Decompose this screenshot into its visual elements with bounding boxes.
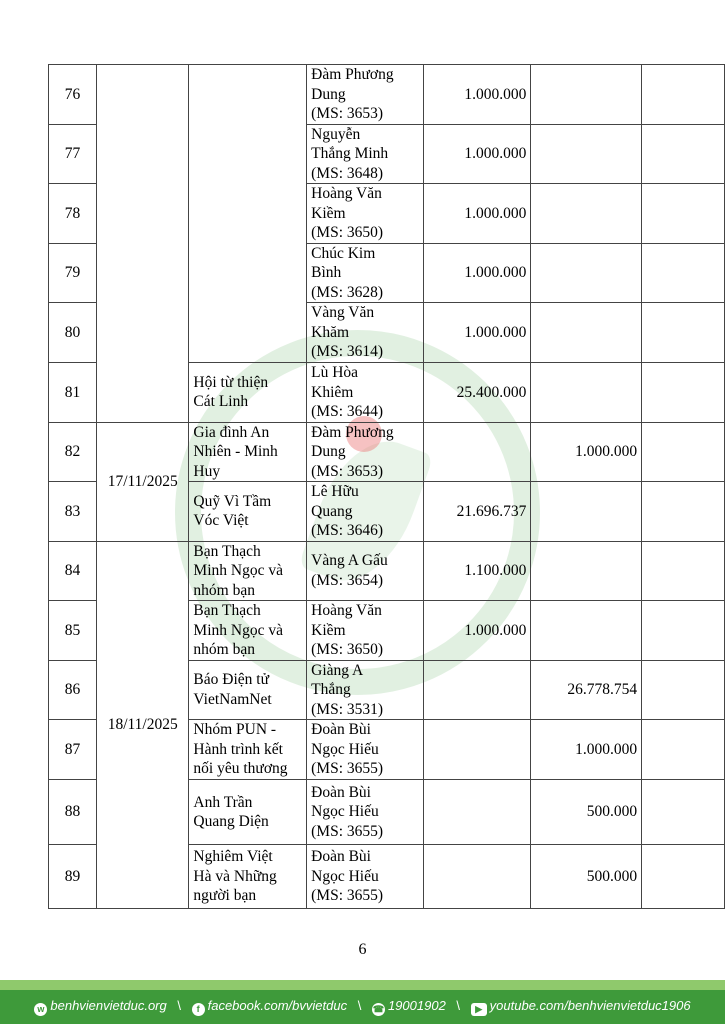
- text-line: Anh Trần: [193, 793, 253, 811]
- note-cell: [642, 601, 725, 661]
- recipient-cell: [307, 422, 424, 482]
- text-line: (MS: 3650): [311, 224, 384, 241]
- text-line: Hoàng Văn: [311, 185, 382, 202]
- note-cell: [642, 780, 725, 845]
- row-number: 83: [49, 482, 97, 542]
- amount-received-cell: 1.100.000: [423, 541, 531, 601]
- amount-disbursed-cell: [531, 303, 642, 363]
- donor-cell: [189, 363, 307, 423]
- text-line: Giàng A: [311, 661, 364, 679]
- separator: \: [456, 998, 461, 1013]
- text-line: Gia đình An: [193, 423, 270, 441]
- row-number: 88: [49, 780, 97, 845]
- recipient-cell: [307, 243, 424, 303]
- row-number: 86: [49, 660, 97, 720]
- row-number: 77: [49, 124, 97, 184]
- text-line: (MS: 3655): [311, 887, 384, 905]
- amount-received-cell: 1.000.000: [423, 65, 531, 125]
- note-cell: [642, 363, 725, 423]
- recipient-cell: [307, 124, 424, 184]
- text-line: Hành trình kết: [193, 740, 283, 758]
- row-number: 81: [49, 363, 97, 423]
- amount-disbursed-cell: [531, 124, 642, 184]
- text-line: (MS: 3655): [311, 822, 384, 840]
- table-row: [49, 65, 725, 125]
- donor-cell: [189, 541, 307, 601]
- amount-received-cell: 1.000.000: [423, 243, 531, 303]
- amount-received-cell: 1.000.000: [423, 303, 531, 363]
- text-line: Minh Ngọc và: [193, 562, 283, 579]
- text-line: Hoàng Văn: [311, 602, 382, 619]
- amount-received-cell: [423, 422, 531, 482]
- donor-cell: [189, 780, 307, 845]
- row-number: 84: [49, 541, 97, 601]
- note-cell: [642, 845, 725, 909]
- text-line: Nhóm PUN -: [193, 721, 277, 739]
- recipient-cell: [307, 601, 424, 661]
- text-line: Đoàn Bùi: [311, 783, 371, 801]
- note-cell: [642, 124, 725, 184]
- separator: \: [177, 998, 181, 1013]
- text-line: nối yêu thương: [193, 760, 288, 778]
- phone-icon: ☎: [372, 1004, 385, 1014]
- text-line: Quang Diện: [193, 813, 269, 830]
- youtube-link[interactable]: youtube.com/benhvienvietduc1906: [489, 998, 691, 1013]
- note-cell: [642, 303, 725, 363]
- text-line: (MS: 3653): [311, 462, 384, 480]
- text-line: (MS: 3628): [311, 283, 384, 301]
- facebook-icon: f: [192, 1003, 205, 1016]
- recipient-cell: [307, 363, 424, 423]
- text-line: Ngọc Hiếu: [311, 803, 379, 821]
- text-line: Đàm Phương: [311, 423, 394, 441]
- recipient-cell: [307, 660, 424, 720]
- note-cell: [642, 184, 725, 244]
- text-line: Đàm Phương: [311, 66, 394, 83]
- donation-ledger-table: [48, 64, 725, 909]
- amount-disbursed-cell: [531, 601, 642, 661]
- date-cell: 18/11/2025: [97, 541, 189, 909]
- text-line: Bình: [311, 264, 342, 281]
- text-line: Vàng A Gấu: [311, 552, 388, 570]
- donor-cell: [189, 720, 307, 780]
- text-line: Hà và Những: [193, 867, 277, 885]
- website-link[interactable]: benhvienvietduc.org: [50, 998, 167, 1013]
- separator: \: [357, 998, 362, 1013]
- text-line: Lê Hữu: [311, 483, 359, 500]
- footer-bar: [0, 980, 725, 1024]
- text-line: Minh Ngọc và: [193, 621, 283, 639]
- text-line: Khiêm: [311, 383, 354, 401]
- text-line: nhóm bạn: [193, 641, 255, 658]
- text-line: (MS: 3644): [311, 403, 384, 420]
- text-line: Dung: [311, 443, 346, 460]
- recipient-cell: [307, 720, 424, 780]
- note-cell: [642, 65, 725, 125]
- amount-received-cell: [423, 845, 531, 909]
- note-cell: [642, 482, 725, 542]
- row-number: 78: [49, 184, 97, 244]
- amount-disbursed-cell: 500.000: [531, 845, 642, 909]
- recipient-cell: [307, 482, 424, 542]
- amount-received-cell: 1.000.000: [423, 124, 531, 184]
- amount-received-cell: 25.400.000: [423, 363, 531, 423]
- text-line: Báo Điện tử: [193, 671, 269, 689]
- amount-disbursed-cell: 1.000.000: [531, 422, 642, 482]
- text-line: Kiềm: [311, 204, 346, 222]
- text-line: Thắng: [311, 681, 351, 698]
- page-number: 6: [358, 941, 367, 958]
- amount-disbursed-cell: [531, 482, 642, 542]
- footer-links: [0, 998, 725, 1016]
- text-line: Thắng Minh: [311, 145, 389, 162]
- amount-received-cell: [423, 660, 531, 720]
- donor-cell: [189, 422, 307, 482]
- text-line: (MS: 3614): [311, 343, 384, 361]
- amount-received-cell: 21.696.737: [423, 482, 531, 542]
- row-number: 85: [49, 601, 97, 661]
- text-line: VietNamNet: [193, 690, 272, 708]
- text-line: nhóm bạn: [193, 581, 255, 599]
- text-line: (MS: 3646): [311, 522, 384, 539]
- date-cell: 17/11/2025: [97, 422, 189, 541]
- note-cell: [642, 660, 725, 720]
- amount-disbursed-cell: [531, 184, 642, 244]
- amount-received-cell: 1.000.000: [423, 184, 531, 244]
- note-cell: [642, 243, 725, 303]
- text-line: Nguyễn: [311, 125, 361, 143]
- text-line: Ngọc Hiếu: [311, 867, 379, 885]
- text-line: Quang: [311, 502, 353, 520]
- donor-cell: [189, 482, 307, 542]
- text-line: Huy: [193, 462, 221, 480]
- text-line: Bạn Thạch: [193, 602, 261, 619]
- amount-disbursed-cell: 500.000: [531, 780, 642, 845]
- row-number: 79: [49, 243, 97, 303]
- text-line: Bạn Thạch: [193, 542, 261, 560]
- note-cell: [642, 422, 725, 482]
- recipient-cell: [307, 303, 424, 363]
- globe-icon: w: [34, 1003, 47, 1016]
- recipient-cell: [307, 65, 424, 125]
- text-line: Dung: [311, 85, 346, 103]
- donor-cell-empty: [189, 65, 307, 363]
- recipient-cell: [307, 184, 424, 244]
- donor-cell: [189, 660, 307, 720]
- text-line: (MS: 3654): [311, 571, 384, 589]
- text-line: Kiềm: [311, 621, 346, 639]
- amount-disbursed-cell: [531, 363, 642, 423]
- amount-disbursed-cell: [531, 65, 642, 125]
- hotline-link[interactable]: 19001902: [387, 998, 446, 1013]
- row-number: 82: [49, 422, 97, 482]
- date-cell-empty: [97, 65, 189, 423]
- note-cell: [642, 720, 725, 780]
- amount-disbursed-cell: [531, 243, 642, 303]
- table-row: [49, 541, 725, 601]
- text-line: Chúc Kim: [311, 244, 376, 262]
- donor-cell: [189, 845, 307, 909]
- recipient-cell: [307, 780, 424, 845]
- amount-received-cell: 1.000.000: [423, 601, 531, 661]
- table-row: [49, 422, 725, 482]
- amount-received-cell: [423, 780, 531, 845]
- row-number: 80: [49, 303, 97, 363]
- row-number: 87: [49, 720, 97, 780]
- amount-disbursed-cell: 26.778.754: [531, 660, 642, 720]
- amount-disbursed-cell: 1.000.000: [531, 720, 642, 780]
- recipient-cell: [307, 845, 424, 909]
- text-line: (MS: 3655): [311, 760, 384, 778]
- text-line: Đoàn Bùi: [311, 721, 371, 739]
- text-line: Vóc Việt: [193, 512, 249, 530]
- text-line: (MS: 3650): [311, 641, 384, 658]
- text-line: Nghiêm Việt: [193, 848, 273, 866]
- amount-disbursed-cell: [531, 541, 642, 601]
- text-line: người bạn: [193, 887, 257, 905]
- note-cell: [642, 541, 725, 601]
- text-line: Ngọc Hiếu: [311, 740, 379, 758]
- amount-received-cell: [423, 720, 531, 780]
- text-line: Nhiên - Minh: [193, 443, 278, 460]
- text-line: (MS: 3531): [311, 700, 384, 718]
- text-line: (MS: 3653): [311, 105, 384, 122]
- text-line: Đoàn Bùi: [311, 848, 371, 866]
- text-line: Cát Linh: [193, 393, 249, 411]
- facebook-link[interactable]: facebook.com/bvvietduc: [207, 998, 348, 1013]
- text-line: Lù Hòa: [311, 364, 359, 381]
- footer-accent-line: [0, 980, 725, 990]
- text-line: Quỹ Vì Tầm: [193, 492, 272, 510]
- donor-cell: [189, 601, 307, 661]
- recipient-cell: [307, 541, 424, 601]
- text-line: Hội từ thiện: [193, 373, 269, 391]
- row-number: 76: [49, 65, 97, 125]
- text-line: Vàng Văn: [311, 304, 375, 322]
- text-line: Khăm: [311, 323, 350, 341]
- youtube-icon: ▶: [471, 1003, 487, 1016]
- text-line: (MS: 3648): [311, 164, 384, 182]
- row-number: 89: [49, 845, 97, 909]
